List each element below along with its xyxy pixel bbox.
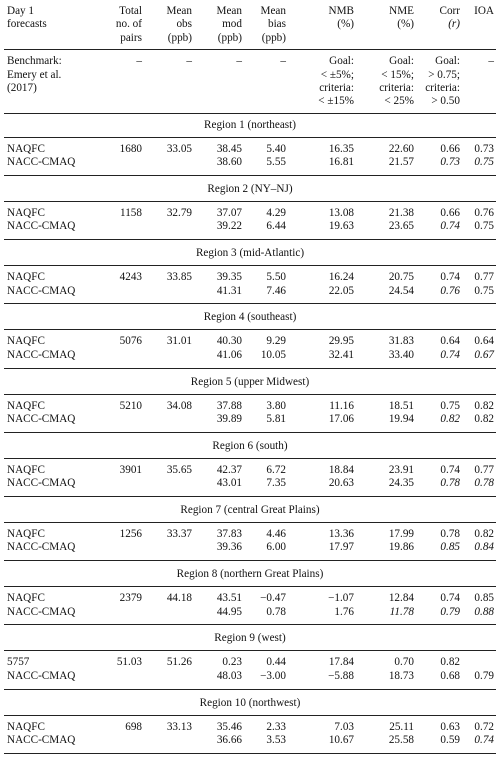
header-pairs: no. of: [115, 18, 142, 31]
table-cell-bias: 4.29: [266, 207, 286, 219]
header-bias: (ppb): [261, 31, 286, 44]
region-bottom-rule: [4, 303, 496, 304]
table-cell-nme: 23.91: [388, 463, 414, 476]
table-cell-corr: 0.74: [440, 592, 460, 605]
table-cell-nme: 21.38: [388, 207, 414, 219]
region-bottom-rule: [4, 753, 496, 754]
header-obs: (ppb): [167, 31, 192, 44]
table-cell-bias: 7.35: [266, 477, 286, 490]
table-cell-nmb: 32.41: [328, 348, 354, 361]
header-mod: Mean: [216, 5, 242, 17]
region-title: Region 7 (central Great Plains): [180, 504, 320, 516]
table-cell-obs: 33.37: [166, 528, 192, 540]
table-cell-mod: 41.06: [216, 348, 242, 361]
benchmark-nme: Goal:: [389, 55, 414, 68]
table-cell-nmb: 7.03: [334, 720, 354, 733]
table-cell-nmb: 10.67: [328, 734, 354, 746]
table-cell-nme: 12.84: [388, 592, 414, 605]
benchmark-rule: [4, 113, 496, 114]
table-cell-ioa: 0.77: [474, 271, 494, 284]
benchmark-nme: < 25%: [384, 95, 414, 108]
header-rule: [4, 49, 496, 50]
table-cell-model: NACC-CMAQ: [7, 284, 76, 297]
table-cell-mod: 44.95: [216, 605, 242, 618]
table-cell-mod: 39.35: [216, 271, 242, 284]
header-nmb: (%): [337, 18, 354, 31]
table-cell-corr: 0.66: [440, 142, 460, 155]
table-cell-nme: 0.70: [394, 656, 414, 669]
table-cell-ioa: 0.79: [474, 669, 494, 682]
table-cell-obs: 34.08: [166, 399, 192, 412]
table-cell-nmb: 17.06: [328, 413, 354, 425]
table-cell-nmb: 20.63: [328, 477, 354, 490]
table-cell-model: NAQFC: [7, 271, 45, 284]
table-cell-mod: 43.01: [216, 477, 242, 490]
table-cell-mod: 0.23: [222, 656, 242, 669]
table-cell-corr: 0.66: [440, 207, 460, 219]
table-cell-pairs: 4243: [119, 271, 142, 284]
table-cell-corr: 0.74: [440, 463, 460, 476]
table-cell-corr: 0.73: [440, 156, 460, 169]
region-title: Region 5 (upper Midwest): [190, 375, 310, 388]
table-cell-ioa: 0.82: [474, 399, 494, 412]
table-cell-corr: 0.85: [440, 541, 460, 554]
region-rule: [4, 522, 496, 523]
benchmark-bias: –: [280, 55, 286, 68]
benchmark-corr: criteria:: [425, 82, 460, 94]
table-cell-mod: 39.22: [216, 220, 242, 233]
region-rule: [4, 201, 496, 202]
table-cell-model: NAQFC: [7, 142, 45, 155]
table-cell-pairs: 5210: [119, 399, 142, 412]
table-cell-mod: 43.51: [216, 592, 242, 605]
region-title: Region 3 (mid-Atlantic): [195, 247, 305, 260]
benchmark-nmb: criteria:: [319, 82, 354, 94]
table-cell-model: 5757: [7, 656, 30, 669]
table-cell-obs: 32.79: [166, 207, 192, 219]
table-cell-ioa: 0.77: [474, 463, 494, 476]
header-nmb: NMB: [328, 5, 354, 17]
table-cell-nmb: 16.24: [328, 271, 354, 284]
table-cell-bias: 6.72: [266, 463, 286, 476]
table-cell-mod: 37.07: [216, 207, 242, 219]
table-cell-ioa: 0.88: [474, 605, 494, 618]
table-cell-obs: 44.18: [166, 592, 192, 605]
table-cell-nmb: 1.76: [334, 605, 354, 618]
table-cell-nmb: 16.35: [328, 142, 354, 155]
table-cell-corr: 0.74: [440, 271, 460, 284]
table-cell-nmb: 22.05: [328, 284, 354, 297]
table-cell-pairs: 3901: [119, 463, 142, 476]
table-cell-corr: 0.82: [440, 656, 460, 669]
table-cell-bias: 6.44: [266, 220, 286, 233]
table-cell-corr: 0.68: [440, 669, 460, 682]
table-cell-nme: 25.58: [388, 734, 414, 746]
table-cell-model: NAQFC: [7, 207, 45, 219]
header-bias: Mean: [260, 5, 286, 17]
region-bottom-rule: [4, 496, 496, 497]
region-bottom-rule: [4, 689, 496, 690]
benchmark-corr: > 0.50: [431, 95, 460, 108]
table-cell-pairs: 2379: [119, 592, 142, 605]
table-cell-pairs: 1158: [120, 207, 142, 219]
table-cell-corr: 0.74: [440, 348, 460, 361]
region-title: Region 2 (NY–NJ): [207, 183, 293, 195]
table-cell-nmb: 29.95: [328, 335, 354, 348]
table-cell-nme: 19.86: [388, 541, 414, 554]
region-rule: [4, 265, 496, 266]
header-nme: NME: [389, 5, 414, 17]
table-cell-model: NAQFC: [7, 528, 45, 540]
benchmark-nmb: < ±5%;: [320, 68, 354, 81]
table-cell-obs: 35.65: [166, 463, 192, 476]
table-cell-nme: 33.40: [388, 348, 414, 361]
region-title: Region 1 (northeast): [204, 118, 296, 131]
table-cell-model: NAQFC: [7, 463, 45, 476]
table-cell-model: NACC-CMAQ: [7, 541, 76, 554]
table-cell-nmb: 13.36: [328, 528, 354, 540]
table-cell-obs: 33.05: [166, 142, 192, 155]
table-cell-model: NACC-CMAQ: [7, 734, 76, 746]
table-cell-ioa: 0.73: [474, 142, 494, 155]
table-cell-nme: 25.11: [389, 720, 414, 733]
table-cell-corr: 0.63: [440, 720, 460, 733]
table-cell-obs: 31.01: [166, 335, 192, 348]
table-cell-bias: 5.55: [266, 156, 286, 169]
table-cell-nmb: 19.63: [328, 220, 354, 233]
table-cell-bias: 0.44: [266, 656, 286, 669]
table-cell-model: NACC-CMAQ: [7, 669, 76, 682]
table-cell-model: NACC-CMAQ: [7, 348, 76, 361]
region-rule: [4, 329, 496, 330]
region-rule: [4, 394, 496, 395]
region-rule: [4, 586, 496, 587]
benchmark-corr: > 0.75;: [428, 68, 460, 81]
table-cell-mod: 37.88: [216, 399, 242, 412]
table-cell-nme: 19.94: [388, 413, 414, 425]
table-cell-corr: 0.82: [440, 413, 460, 425]
benchmark-label: Benchmark:: [7, 55, 62, 68]
benchmark-obs: –: [186, 55, 192, 68]
benchmark-label: Emery et al.: [7, 68, 62, 81]
table-cell-ioa: 0.78: [474, 477, 494, 490]
table-cell-nme: 18.51: [388, 399, 414, 412]
table-cell-nme: 17.99: [388, 528, 414, 540]
table-cell-nme: 22.60: [388, 142, 414, 155]
table-cell-nmb: 16.81: [328, 156, 354, 169]
table-cell-ioa: 0.74: [474, 734, 494, 746]
header-corr: Corr: [439, 5, 460, 17]
table-cell-model: NAQFC: [7, 399, 45, 412]
table-cell-ioa: 0.75: [474, 284, 494, 297]
benchmark-nme: < 15%;: [381, 68, 414, 81]
benchmark-nmb: < ±15%: [318, 95, 354, 108]
table-cell-obs: 33.13: [166, 720, 192, 733]
table-cell-mod: 38.45: [216, 142, 242, 155]
table-cell-corr: 0.75: [440, 399, 460, 412]
benchmark-nme: criteria:: [379, 82, 414, 94]
table-cell-pairs: 1256: [119, 528, 142, 540]
benchmark-mod: –: [236, 55, 242, 68]
benchmark-corr: Goal:: [435, 55, 460, 68]
table-cell-bias: 4.46: [266, 528, 286, 540]
table-cell-pairs: 51.03: [116, 656, 142, 669]
table-cell-model: NACC-CMAQ: [7, 220, 76, 233]
table-cell-corr: 0.59: [440, 734, 460, 746]
table-cell-bias: 2.33: [266, 720, 286, 733]
region-bottom-rule: [4, 368, 496, 369]
table-cell-obs: 33.85: [166, 271, 192, 284]
table-cell-ioa: 0.85: [474, 592, 494, 605]
table-cell-ioa: 0.82: [474, 413, 494, 425]
table-cell-nme: 24.35: [388, 477, 414, 490]
table-cell-bias: −0.47: [260, 592, 286, 605]
table-cell-bias: 0.78: [266, 605, 286, 618]
table-cell-nme: 11.78: [389, 605, 414, 618]
table-cell-model: NAQFC: [7, 592, 45, 605]
table-cell-ioa: 0.76: [474, 207, 494, 219]
region-rule: [4, 715, 496, 716]
region-title: Region 8 (northern Great Plains): [176, 568, 324, 581]
header-forecasts: forecasts: [7, 18, 47, 31]
table-cell-corr: 0.78: [440, 528, 460, 540]
header-mod: mod: [222, 18, 242, 31]
table-cell-obs: 51.26: [166, 656, 192, 669]
table-cell-mod: 39.36: [216, 541, 242, 554]
table-cell-mod: 37.83: [216, 528, 242, 540]
table-cell-corr: 0.78: [440, 477, 460, 490]
table-cell-nme: 23.65: [388, 220, 414, 233]
table-cell-bias: 9.29: [266, 335, 286, 348]
benchmark-label: (2017): [7, 82, 37, 94]
region-rule: [4, 137, 496, 138]
table-cell-mod: 38.60: [216, 156, 242, 169]
table-cell-model: NACC-CMAQ: [7, 413, 76, 425]
region-title: Region 4 (southeast): [203, 311, 297, 324]
table-cell-nmb: −1.07: [328, 592, 354, 605]
table-cell-bias: 5.40: [266, 142, 286, 155]
table-cell-mod: 35.46: [216, 720, 242, 733]
table-cell-bias: 7.46: [266, 284, 286, 297]
table-cell-model: NAQFC: [7, 720, 45, 733]
table-cell-nmb: 11.16: [329, 399, 354, 412]
table-cell-nme: 31.83: [388, 335, 414, 348]
table-cell-bias: 3.53: [266, 734, 286, 746]
table-cell-bias: 10.05: [260, 348, 286, 361]
table-cell-bias: −3.00: [260, 669, 286, 682]
header-nme: (%): [397, 18, 414, 31]
table-cell-nmb: 17.84: [328, 656, 354, 669]
table-cell-corr: 0.79: [440, 605, 460, 618]
benchmark-ioa: –: [488, 55, 494, 68]
table-cell-ioa: 0.67: [474, 348, 494, 361]
table-cell-bias: 5.50: [266, 271, 286, 284]
region-bottom-rule: [4, 624, 496, 625]
table-cell-nmb: 13.08: [328, 207, 354, 219]
table-cell-ioa: 0.64: [474, 335, 494, 348]
table-cell-nmb: 18.84: [328, 463, 354, 476]
table-cell-bias: 3.80: [266, 399, 286, 412]
benchmark-pairs: –: [136, 55, 142, 68]
header-obs: obs: [176, 18, 192, 31]
table-cell-corr: 0.76: [440, 284, 460, 297]
header-forecasts: Day 1: [7, 5, 35, 17]
table-cell-nme: 18.73: [388, 669, 414, 682]
table-cell-mod: 48.03: [216, 669, 242, 682]
table-cell-mod: 42.37: [216, 463, 242, 476]
table-cell-nme: 24.54: [388, 284, 414, 297]
table-cell-ioa: 0.82: [474, 528, 494, 540]
table-cell-ioa: 0.75: [474, 156, 494, 169]
region-title: Region 6 (south): [212, 439, 288, 452]
table-cell-mod: 36.66: [216, 734, 242, 746]
table-cell-nmb: 17.97: [328, 541, 354, 554]
table-cell-ioa: 0.75: [474, 220, 494, 233]
table-cell-nmb: −5.88: [328, 669, 354, 682]
region-bottom-rule: [4, 239, 496, 240]
table-cell-model: NACC-CMAQ: [7, 477, 76, 490]
table-cell-nme: 20.75: [388, 271, 414, 284]
table-cell-model: NAQFC: [7, 335, 45, 348]
table-cell-model: NACC-CMAQ: [7, 156, 76, 169]
region-bottom-rule: [4, 560, 496, 561]
table-cell-bias: 5.81: [266, 413, 286, 425]
table-cell-mod: 40.30: [216, 335, 242, 348]
table-cell-nme: 21.57: [388, 156, 414, 169]
benchmark-nmb: Goal:: [329, 55, 354, 68]
table-cell-bias: 6.00: [266, 541, 286, 554]
table-cell-corr: 0.64: [440, 335, 460, 348]
table-cell-pairs: 5076: [119, 335, 142, 348]
table-cell-ioa: 0.72: [474, 720, 494, 733]
region-rule: [4, 650, 496, 651]
region-title: Region 10 (northwest): [199, 696, 301, 709]
table-cell-ioa: 0.84: [474, 541, 494, 554]
table-cell-model: NACC-CMAQ: [7, 605, 76, 618]
header-corr: (r): [448, 18, 460, 31]
region-bottom-rule: [4, 175, 496, 176]
table-cell-mod: 41.31: [216, 284, 242, 297]
header-bias: bias: [267, 18, 286, 31]
region-title: Region 9 (west): [214, 632, 286, 645]
region-bottom-rule: [4, 432, 496, 433]
header-pairs: Total: [119, 5, 142, 17]
header-pairs: pairs: [120, 31, 142, 44]
table-cell-mod: 39.89: [216, 413, 242, 425]
region-rule: [4, 458, 496, 459]
header-mod: (ppb): [217, 31, 242, 44]
header-obs: Mean: [166, 5, 192, 17]
table-cell-corr: 0.74: [440, 220, 460, 233]
table-cell-pairs: 1680: [119, 142, 142, 155]
header-ioa: IOA: [474, 5, 494, 17]
table-cell-pairs: 698: [125, 720, 142, 733]
